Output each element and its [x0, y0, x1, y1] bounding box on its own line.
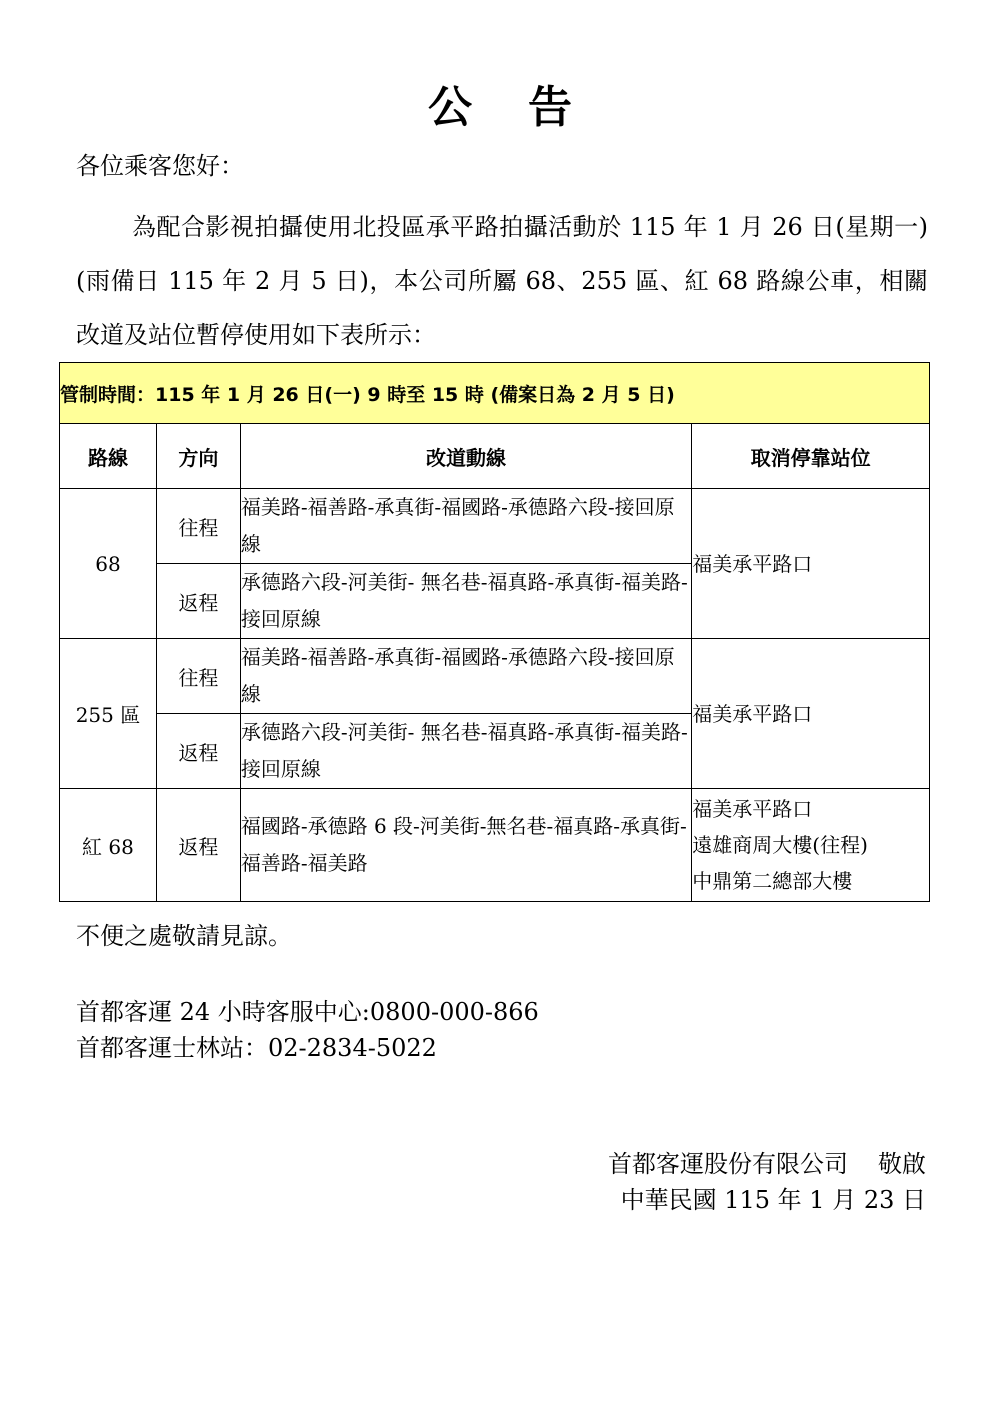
closing-word: 敬啟	[878, 1150, 926, 1178]
detour-cell: 承德路六段-河美街- 無名巷-福真路-承真街-福美路-接回原線	[240, 564, 691, 639]
direction-cell: 返程	[156, 714, 240, 789]
detour-cell: 福國路-承德路 6 段-河美街-無名巷-福真路-承真街-福善路-福美路	[240, 789, 691, 902]
apology-text: 不便之處敬請見諒。	[76, 922, 292, 950]
direction-cell: 往程	[156, 639, 240, 714]
notice-date: 中華民國 115 年 1 月 23 日	[620, 1186, 926, 1214]
table-header-row	[60, 424, 930, 489]
stop-name: 遠雄商周大樓(往程)	[692, 833, 868, 857]
stop-name: 福美承平路口	[692, 551, 813, 576]
stop-name: 福美承平路口	[692, 701, 813, 726]
header-route: 路線	[60, 424, 157, 489]
header-direction: 方向	[156, 424, 240, 489]
direction-cell: 返程	[156, 789, 240, 902]
stops-cell	[692, 639, 930, 789]
signature-line	[608, 1146, 926, 1182]
stop-name: 福美承平路口	[692, 797, 813, 821]
company-name: 首都客運股份有限公司	[608, 1150, 848, 1178]
contact-shilin-station: 首都客運士林站：02-2834-5022	[76, 1034, 437, 1062]
table-row	[60, 639, 930, 714]
direction-cell: 返程	[156, 564, 240, 639]
stops-cell	[692, 489, 930, 639]
stop-name: 中鼎第二總部大樓	[692, 869, 853, 893]
greeting: 各位乘客您好：	[76, 152, 244, 180]
route-cell: 紅 68	[60, 789, 157, 902]
table-row	[60, 489, 930, 564]
direction-cell: 往程	[156, 489, 240, 564]
detour-cell: 福美路-福善路-承真街-福國路-承德路六段-接回原線	[240, 489, 691, 564]
detour-table	[59, 362, 930, 902]
control-time-row	[60, 363, 930, 424]
notice-paragraph: 為配合影視拍攝使用北投區承平路拍攝活動於 115 年 1 月 26 日(星期一)(雨備日 115 年 2 月 5 日)，本公司所屬 68、255 區、紅 68 路線公車，相關改道及站位暫停使用如下表所示：	[76, 213, 928, 349]
header-cancelled-stops: 取消停靠站位	[692, 424, 930, 489]
detour-cell: 承德路六段-河美街- 無名巷-福真路-承真街-福美路-接回原線	[240, 714, 691, 789]
table-row	[60, 789, 930, 902]
stops-cell	[692, 789, 930, 902]
detour-cell: 福美路-福善路-承真街-福國路-承德路六段-接回原線	[240, 639, 691, 714]
contact-service-center: 首都客運 24 小時客服中心:0800-000-866	[76, 998, 539, 1026]
header-detour: 改道動線	[240, 424, 691, 489]
route-cell: 255 區	[60, 639, 157, 789]
page-title: 公告	[428, 82, 628, 133]
control-time: 管制時間：115 年 1 月 26 日(一) 9 時至 15 時 (備案日為 2 月 5 日)	[60, 363, 930, 424]
route-cell: 68	[60, 489, 157, 639]
